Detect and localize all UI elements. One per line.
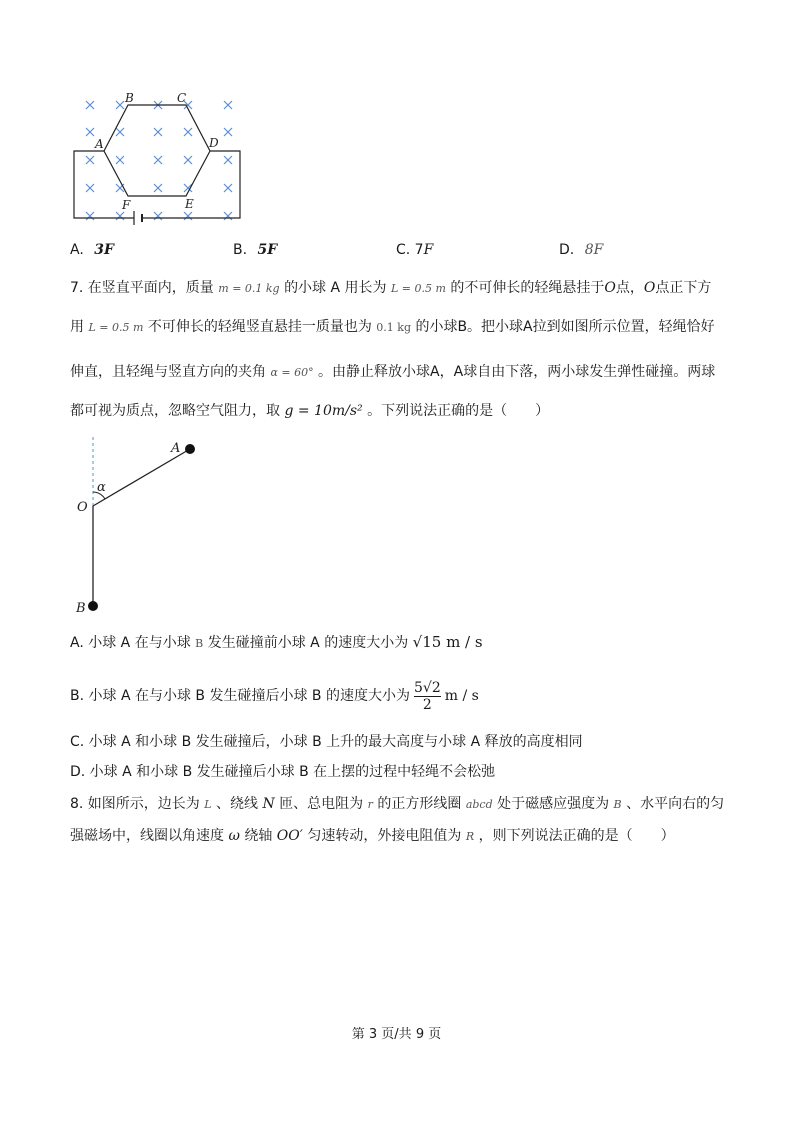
q7-option-c[interactable]: C. 小球 A 和小球 B 发生碰撞后，小球 B 上升的最大高度与小球 A 释放的高度相同 xyxy=(70,734,583,750)
option-value: F xyxy=(423,242,434,258)
angle-value: α = 60° xyxy=(270,366,314,379)
string-OA xyxy=(93,449,190,506)
label-alpha: α xyxy=(97,480,106,495)
fraction: $\frac{5√2}{2}$ xyxy=(414,679,441,713)
label-B: B xyxy=(125,91,134,105)
mass-value: m = 0.1 kg xyxy=(218,282,280,295)
label-E: E xyxy=(185,197,194,211)
option-value: 8F xyxy=(584,242,604,258)
q8-line-1: 8. 如图所示，边长为 L 、绕线 N 匝、总电阻为 r 的正方形线圈 abcd 处于磁感应强度为 B 、水平向右的匀 xyxy=(70,796,725,812)
label-A: A xyxy=(95,137,104,151)
speed-value: √15 m / s xyxy=(412,633,483,651)
q7-line-3: 伸直，且轻绳与竖直方向的夹角 α = 60° 。由静止释放小球A，A球自由下落，两小球发生弹性碰撞。两球 xyxy=(70,364,716,380)
option-value: 5F xyxy=(257,242,278,258)
q6-option-b[interactable] xyxy=(233,240,277,260)
length-value: L = 0.5 m xyxy=(391,282,446,295)
label-O: O xyxy=(77,500,88,515)
option-value: 3F xyxy=(94,242,114,258)
option-letter: D. xyxy=(559,242,575,258)
q8-line-2: 强磁场中，线圈以角速度 ω 绕轴 OO′ 匀速转动，外接电阻值为 R ，则下列说法正确的是（ ） xyxy=(70,828,675,844)
pendulum-figure xyxy=(70,432,210,617)
ball-A xyxy=(185,444,195,454)
q6-option-d[interactable] xyxy=(559,240,603,260)
mass-value: 0.1 kg xyxy=(376,321,411,334)
q7-option-a[interactable]: A. 小球 A 在与小球 B 发生碰撞前小球 A 的速度大小为 √15 m / s xyxy=(70,633,483,651)
label-C: C xyxy=(177,91,187,105)
q7-option-b[interactable]: B. 小球 A 在与小球 B 发生碰撞后小球 B 的速度大小为 $\frac{5√2}{2}$ m / s xyxy=(70,679,479,713)
length-value: L = 0.5 m xyxy=(88,321,144,334)
q6-option-a[interactable] xyxy=(70,240,114,260)
q7-line-2: 用 L = 0.5 m 不可伸长的轻绳竖直悬挂一质量也为 0.1 kg 的小球B。把小球A拉到如图所示位置，轻绳恰好 xyxy=(70,319,715,335)
option-letter: C. 7 xyxy=(396,242,424,258)
hexagon-field-figure xyxy=(70,88,250,228)
option-letter: A. xyxy=(70,242,84,258)
ball-B xyxy=(88,601,98,611)
hexagon-loop xyxy=(104,105,210,196)
magnetic-field-crosses xyxy=(86,101,232,220)
label-A: A xyxy=(171,441,181,456)
label-B: B xyxy=(76,601,86,616)
q6-option-c[interactable] xyxy=(396,240,433,260)
label-F: F xyxy=(122,198,131,212)
q7-option-d[interactable]: D. 小球 A 和小球 B 发生碰撞后小球 B 在上摆的过程中轻绳不会松弛 xyxy=(70,764,496,780)
q7-line-4: 都可视为质点，忽略空气阻力，取 g = 10m/s² 。下列说法正确的是（ ） xyxy=(70,403,550,419)
gravity-value: g = 10m/s² xyxy=(284,403,363,419)
label-D: D xyxy=(209,136,219,150)
page-footer: 第 3 页/共 9 页 xyxy=(351,1027,442,1042)
q7-line-1: 7. 在竖直平面内，质量 m = 0.1 kg 的小球 A 用长为 L = 0.5 m 的不可伸长的轻绳悬挂于O点，O点正下方 xyxy=(70,280,712,296)
option-letter: B. xyxy=(233,242,248,258)
